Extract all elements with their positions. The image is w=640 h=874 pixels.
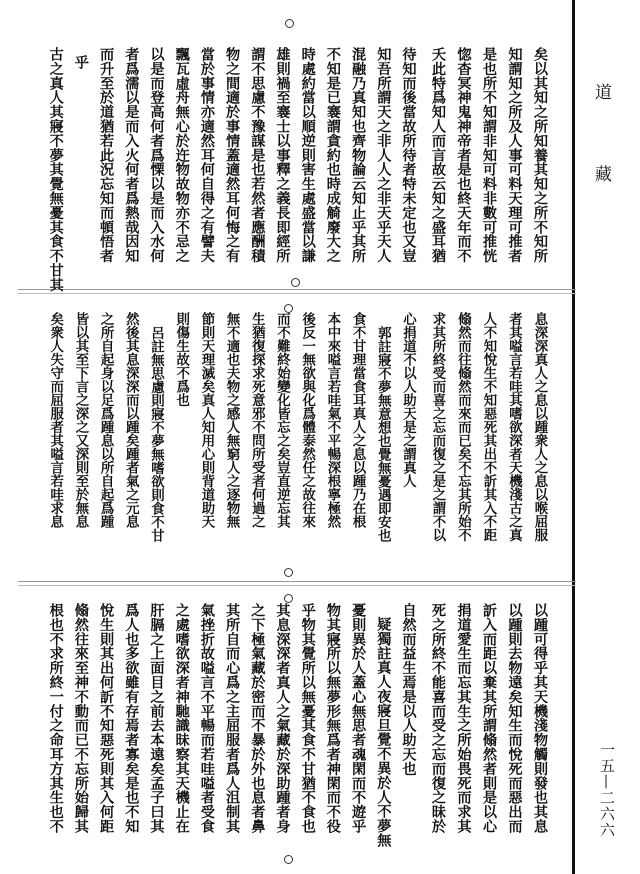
- panel-divider: [18, 289, 576, 294]
- circle-marker-icon: [284, 568, 293, 577]
- text-column: 翛然往來至神不動而已不忘所始歸其: [72, 603, 89, 834]
- text-panel: [22, 585, 574, 857]
- text-column: 然後其息深深而以踵矣踵者氣之元息: [123, 312, 140, 528]
- circle-marker-icon: [285, 19, 294, 28]
- page-number: 一五—二六六: [598, 742, 616, 838]
- text-column: 氣挫折故嗌言不平暢而若哇嗌者受食: [198, 603, 215, 834]
- text-column: 息深深真人之息以踵衆人之息以喉屈服: [532, 312, 548, 542]
- text-column: 待知而後當故所待者特未定也又豈: [400, 47, 417, 263]
- text-column: 之處嗜欲深者神馳識昧察其天機止在: [173, 603, 190, 834]
- text-column: 心捐道不以人助天是之謂真人: [400, 312, 417, 488]
- text-column: 皆以其至下言之深之又深則至於無息: [72, 312, 89, 528]
- text-column: 是也所不知謂非知可料非數可推恍: [481, 47, 497, 263]
- text-column: 混融乃真知也齊物論云知止乎其所: [350, 47, 367, 263]
- circle-marker-icon: [284, 855, 293, 864]
- text-column: 其息深深者真人之氣藏於深助踵者身: [274, 603, 291, 834]
- text-column: 謂不思慮不豫謀是也若然者應酬積: [249, 47, 266, 263]
- text-column: 以踵可得乎其天機淺物觸則發也其息: [532, 603, 548, 834]
- text-column: 不知是已褰謂貪約也時成觭廢大之: [324, 47, 341, 263]
- text-column: 節則天理滅矣真人知用心則背道助天: [198, 312, 215, 528]
- text-column: 乎物其覺所以無憂其食不甘猶不食也: [299, 603, 316, 834]
- text-column: 無不適也夫物之感人無窮人之逐物無: [224, 312, 241, 528]
- margin-title-char: 藏: [595, 165, 612, 185]
- text-column: 以踵則去物遠矣知生而悅死而惡出而: [506, 603, 523, 834]
- text-column: 疑獨註真人夜寢旦覺不異於人不夢無: [375, 617, 392, 848]
- text-column: 後反一無欲與化爲體泰然任之故往來: [299, 312, 316, 528]
- text-column: 食不甘理當食耳真人之息以踵乃在根: [350, 312, 367, 528]
- text-column: 乎: [72, 55, 89, 70]
- text-column: 古之真人其寢不夢其覺無憂其食不甘其: [47, 47, 64, 292]
- text-panel: [22, 298, 574, 570]
- text-column: 本中來嗌言若哇氣不平暢深根寧極然: [324, 312, 341, 528]
- text-column: 飄瓦虛舟無心於迕物故物亦不忌之: [173, 47, 190, 263]
- text-column: 悅生則其出何訢不知惡死則其入何距: [98, 603, 115, 834]
- text-column: 翛然而往翛然而來而已矣不忘其所始不: [455, 312, 472, 542]
- text-column: 當於事情亦適然耳何自得之有譬夫: [198, 47, 215, 263]
- margin-title-char: 道: [595, 83, 612, 103]
- text-panel: [22, 14, 574, 292]
- text-column: 其所自而心爲之主屈服者爲人沮制其: [224, 603, 241, 834]
- text-column: 根也不求所終一付之命耳方其生也不: [47, 603, 64, 834]
- text-column: 以是而登高何者爲慄以是而入水何: [148, 47, 165, 263]
- circle-marker-icon: [284, 594, 293, 603]
- text-column: 物之間適於事情蓋適然耳何悔之有: [224, 47, 241, 263]
- text-column: 而不難終始變化皆忘之矣豈直逆忘其: [274, 312, 291, 528]
- text-column: 呂註無思慮則寢不夢無嗜欲則食不甘: [148, 326, 165, 542]
- text-column: 捐道愛生而忘其生之所始畏死而求其: [455, 603, 472, 834]
- text-column: 求其所終受而喜之忘而復之是之謂不以: [430, 312, 446, 542]
- text-column: 惚杳冥神鬼神帝者是也終天年而不: [455, 47, 472, 263]
- text-column: 矣以其知之所知養其知之所不知所: [532, 47, 548, 263]
- text-column: 者其嗌言若哇其嗜欲深者天機淺古之真: [506, 312, 523, 542]
- text-column: 訢入而距以棄其所謂翛然者則是以心: [481, 603, 497, 834]
- text-column: 者爲濡以是而入火何者爲熱哉因知: [123, 47, 140, 263]
- text-column: 物其寢所以無夢形無爲者神閑而不役: [324, 603, 341, 834]
- text-column: 自然而益生焉是以人助天也: [400, 603, 417, 776]
- text-column: 雄則禍至褰士以事釋之義長即經所: [274, 47, 291, 263]
- text-column: 知謂知之所及人事可料天理可推者: [506, 47, 523, 263]
- text-column: 則傷生故不爲也: [173, 312, 190, 407]
- text-column: 人不知悅生不知惡死其出不訢其入不距: [481, 312, 497, 542]
- circle-marker-icon: [291, 278, 300, 287]
- text-column: 之下極氣藏於密而不暴於外也息者鼻: [249, 603, 266, 834]
- text-column: 之所自起身以足爲踵息以所自起爲踵: [98, 312, 115, 528]
- text-column: 生猶復探求死意邪不問所受者何過之: [249, 312, 266, 528]
- text-column: 矣衆人失守而屈服者其嗌言若哇求息: [47, 312, 64, 528]
- text-column: 而升至於道猶若此況忘知而頓悟者: [98, 47, 115, 263]
- text-column: 肝膈之上面目之前去本遠矣孟子曰其: [148, 603, 165, 834]
- text-column: 郭註寢不夢無意想也覺無憂遇即安也: [375, 326, 392, 542]
- text-column: 知吾所謂天之非人人之非天乎天人: [375, 47, 392, 263]
- text-column: 憂則異於人蓋心無思者魂閑而不遊乎: [350, 603, 367, 834]
- text-column: 爲人也多欲雖有存焉者寡矣是也不知: [123, 603, 140, 834]
- text-column: 死之所終不能喜而受之忘而復之昧於: [430, 603, 446, 834]
- text-column: 時處約當以順逆則害生處盛當以謙: [299, 47, 316, 263]
- text-column: 夭此特爲知人而言故云知之盛耳猶: [430, 47, 446, 263]
- circle-marker-icon: [284, 304, 293, 313]
